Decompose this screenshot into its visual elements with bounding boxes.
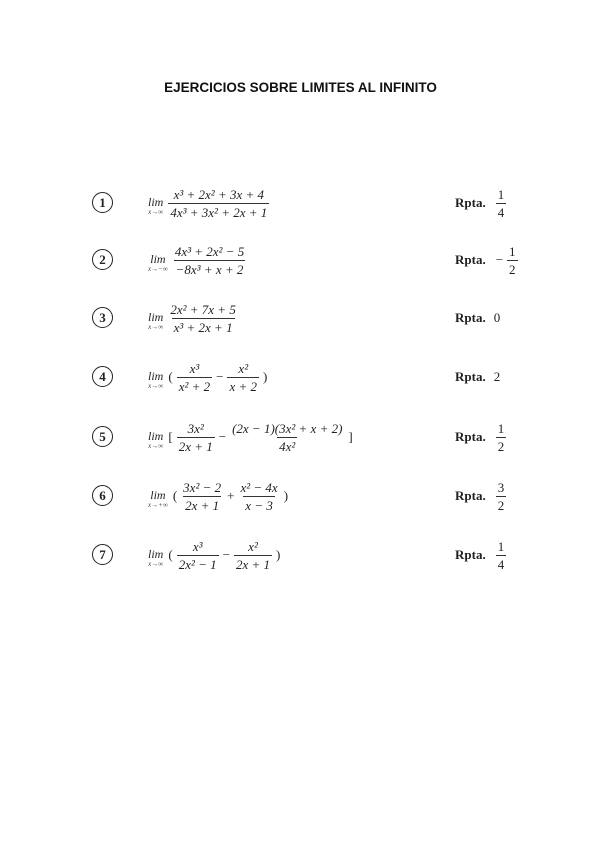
operator: + <box>227 488 235 503</box>
denominator: 2x² − 1 <box>178 556 217 572</box>
numerator: 1 <box>509 243 516 259</box>
fraction <box>173 244 246 277</box>
limit-operator <box>148 253 168 273</box>
answer-fraction <box>496 539 507 572</box>
fraction <box>227 361 259 394</box>
lim-subscript: x→∞ <box>148 323 164 331</box>
numerator: 1 <box>497 420 505 436</box>
exercise-row <box>0 530 601 580</box>
limit-expression <box>148 178 271 228</box>
operator: − <box>222 547 230 562</box>
close-bracket: ) <box>276 547 281 562</box>
close-bracket: ) <box>263 369 268 384</box>
limit-expression <box>148 412 355 462</box>
answer-value: 0 <box>493 310 501 325</box>
denominator: 4x² <box>279 438 296 454</box>
denominator: x + 2 <box>229 378 258 394</box>
numerator: (2x − 1)(3x² + x + 2) <box>232 420 343 436</box>
limit-operator <box>148 430 163 450</box>
limit-operator <box>148 196 163 216</box>
fraction <box>238 480 279 513</box>
fraction <box>177 539 219 572</box>
limit-expression <box>148 352 269 402</box>
exercise-row <box>0 235 601 285</box>
operator: − <box>218 429 227 444</box>
answer-label: Rpta. <box>455 488 486 503</box>
denominator: x − 3 <box>245 497 273 513</box>
answer <box>455 293 500 343</box>
limit-operator <box>148 311 163 331</box>
fraction <box>177 421 215 454</box>
exercise-number: 6 <box>92 485 113 506</box>
exercise-number: 2 <box>92 249 113 270</box>
lim-word: lim <box>148 547 164 561</box>
denominator: 4x³ + 3x² + 2x + 1 <box>170 204 268 220</box>
exercise-number: 5 <box>92 426 113 447</box>
lim-subscript: x→−∞ <box>148 265 168 273</box>
numerator: x³ + 2x² + 3x + 4 <box>173 186 265 202</box>
denominator: 2x + 1 <box>185 497 220 513</box>
answer-fraction <box>496 480 507 513</box>
open-bracket: ( <box>168 369 173 384</box>
numerator: x³ <box>192 538 203 554</box>
operator: − <box>216 369 224 384</box>
denominator: 4 <box>497 556 505 572</box>
fraction <box>177 361 212 394</box>
exercise-row <box>0 293 601 343</box>
numerator: x³ <box>189 360 200 376</box>
numerator: x² − 4x <box>240 479 278 495</box>
fraction <box>230 421 344 454</box>
lim-word: lim <box>150 488 166 502</box>
numerator: 4x³ + 2x² − 5 <box>174 243 245 259</box>
close-bracket: ] <box>348 429 353 444</box>
exercise-number: 4 <box>92 366 113 387</box>
limit-operator <box>148 370 163 390</box>
exercise-number: 3 <box>92 307 113 328</box>
fraction <box>181 480 223 513</box>
answer <box>455 412 508 462</box>
lim-word: lim <box>148 429 164 443</box>
exercise-row <box>0 178 601 228</box>
answer-label: Rpta. <box>455 547 486 562</box>
numerator: x² <box>248 538 258 554</box>
close-bracket: ) <box>283 488 289 503</box>
exercise-number: 7 <box>92 544 113 565</box>
exercise-number: 1 <box>92 192 113 213</box>
answer <box>455 471 508 521</box>
fraction <box>168 302 237 335</box>
numerator: 3x² − 2 <box>183 479 222 495</box>
fraction <box>234 539 272 572</box>
exercise-row <box>0 412 601 462</box>
numerator: 3x² <box>187 420 204 436</box>
limit-expression <box>148 235 248 285</box>
denominator: x² + 2 <box>178 378 211 394</box>
denominator: 4 <box>497 204 505 220</box>
answer-fraction <box>496 421 507 454</box>
lim-subscript: x→∞ <box>148 382 164 390</box>
answer-label: Rpta. <box>455 369 486 384</box>
denominator: 2 <box>497 438 505 454</box>
denominator: 2x + 1 <box>235 556 271 572</box>
page-title: EJERCICIOS SOBRE LIMITES AL INFINITO <box>164 80 437 95</box>
answer-fraction <box>496 187 507 220</box>
answer-label: Rpta. <box>455 310 486 325</box>
answer <box>455 352 500 402</box>
answer-label: Rpta. <box>455 252 486 267</box>
lim-word: lim <box>148 369 164 383</box>
denominator: 2 <box>509 261 516 277</box>
open-bracket: ( <box>172 488 178 503</box>
numerator: 1 <box>497 186 505 202</box>
denominator: 2 <box>497 497 505 513</box>
limit-operator <box>148 548 163 568</box>
answer-sign: − <box>495 252 504 267</box>
answer-fraction <box>507 244 518 277</box>
answer-value: 2 <box>493 369 501 384</box>
numerator: 1 <box>497 538 505 554</box>
numerator: 2x² + 7x + 5 <box>170 301 236 317</box>
limit-expression <box>148 471 290 521</box>
exercise-row <box>0 471 601 521</box>
answer <box>455 178 508 228</box>
denominator: 2x + 1 <box>178 438 213 454</box>
exercise-row <box>0 352 601 402</box>
open-bracket: [ <box>168 429 173 444</box>
denominator: x³ + 2x + 1 <box>173 319 233 335</box>
answer <box>455 530 508 580</box>
limit-expression <box>148 530 282 580</box>
answer <box>455 235 520 285</box>
lim-subscript: x→∞ <box>148 560 164 568</box>
limit-operator <box>148 489 168 509</box>
open-bracket: ( <box>168 547 173 562</box>
numerator: x² <box>238 360 249 376</box>
lim-word: lim <box>148 310 164 324</box>
lim-subscript: x→+∞ <box>148 501 168 509</box>
answer-label: Rpta. <box>455 195 486 210</box>
lim-word: lim <box>150 252 166 266</box>
lim-word: lim <box>148 195 164 209</box>
answer-label: Rpta. <box>455 429 486 444</box>
denominator: −8x³ + x + 2 <box>175 261 244 277</box>
numerator: 3 <box>497 479 505 495</box>
limit-expression <box>148 293 240 343</box>
lim-subscript: x→∞ <box>148 442 164 450</box>
fraction <box>168 187 269 220</box>
lim-subscript: x→∞ <box>148 208 164 216</box>
